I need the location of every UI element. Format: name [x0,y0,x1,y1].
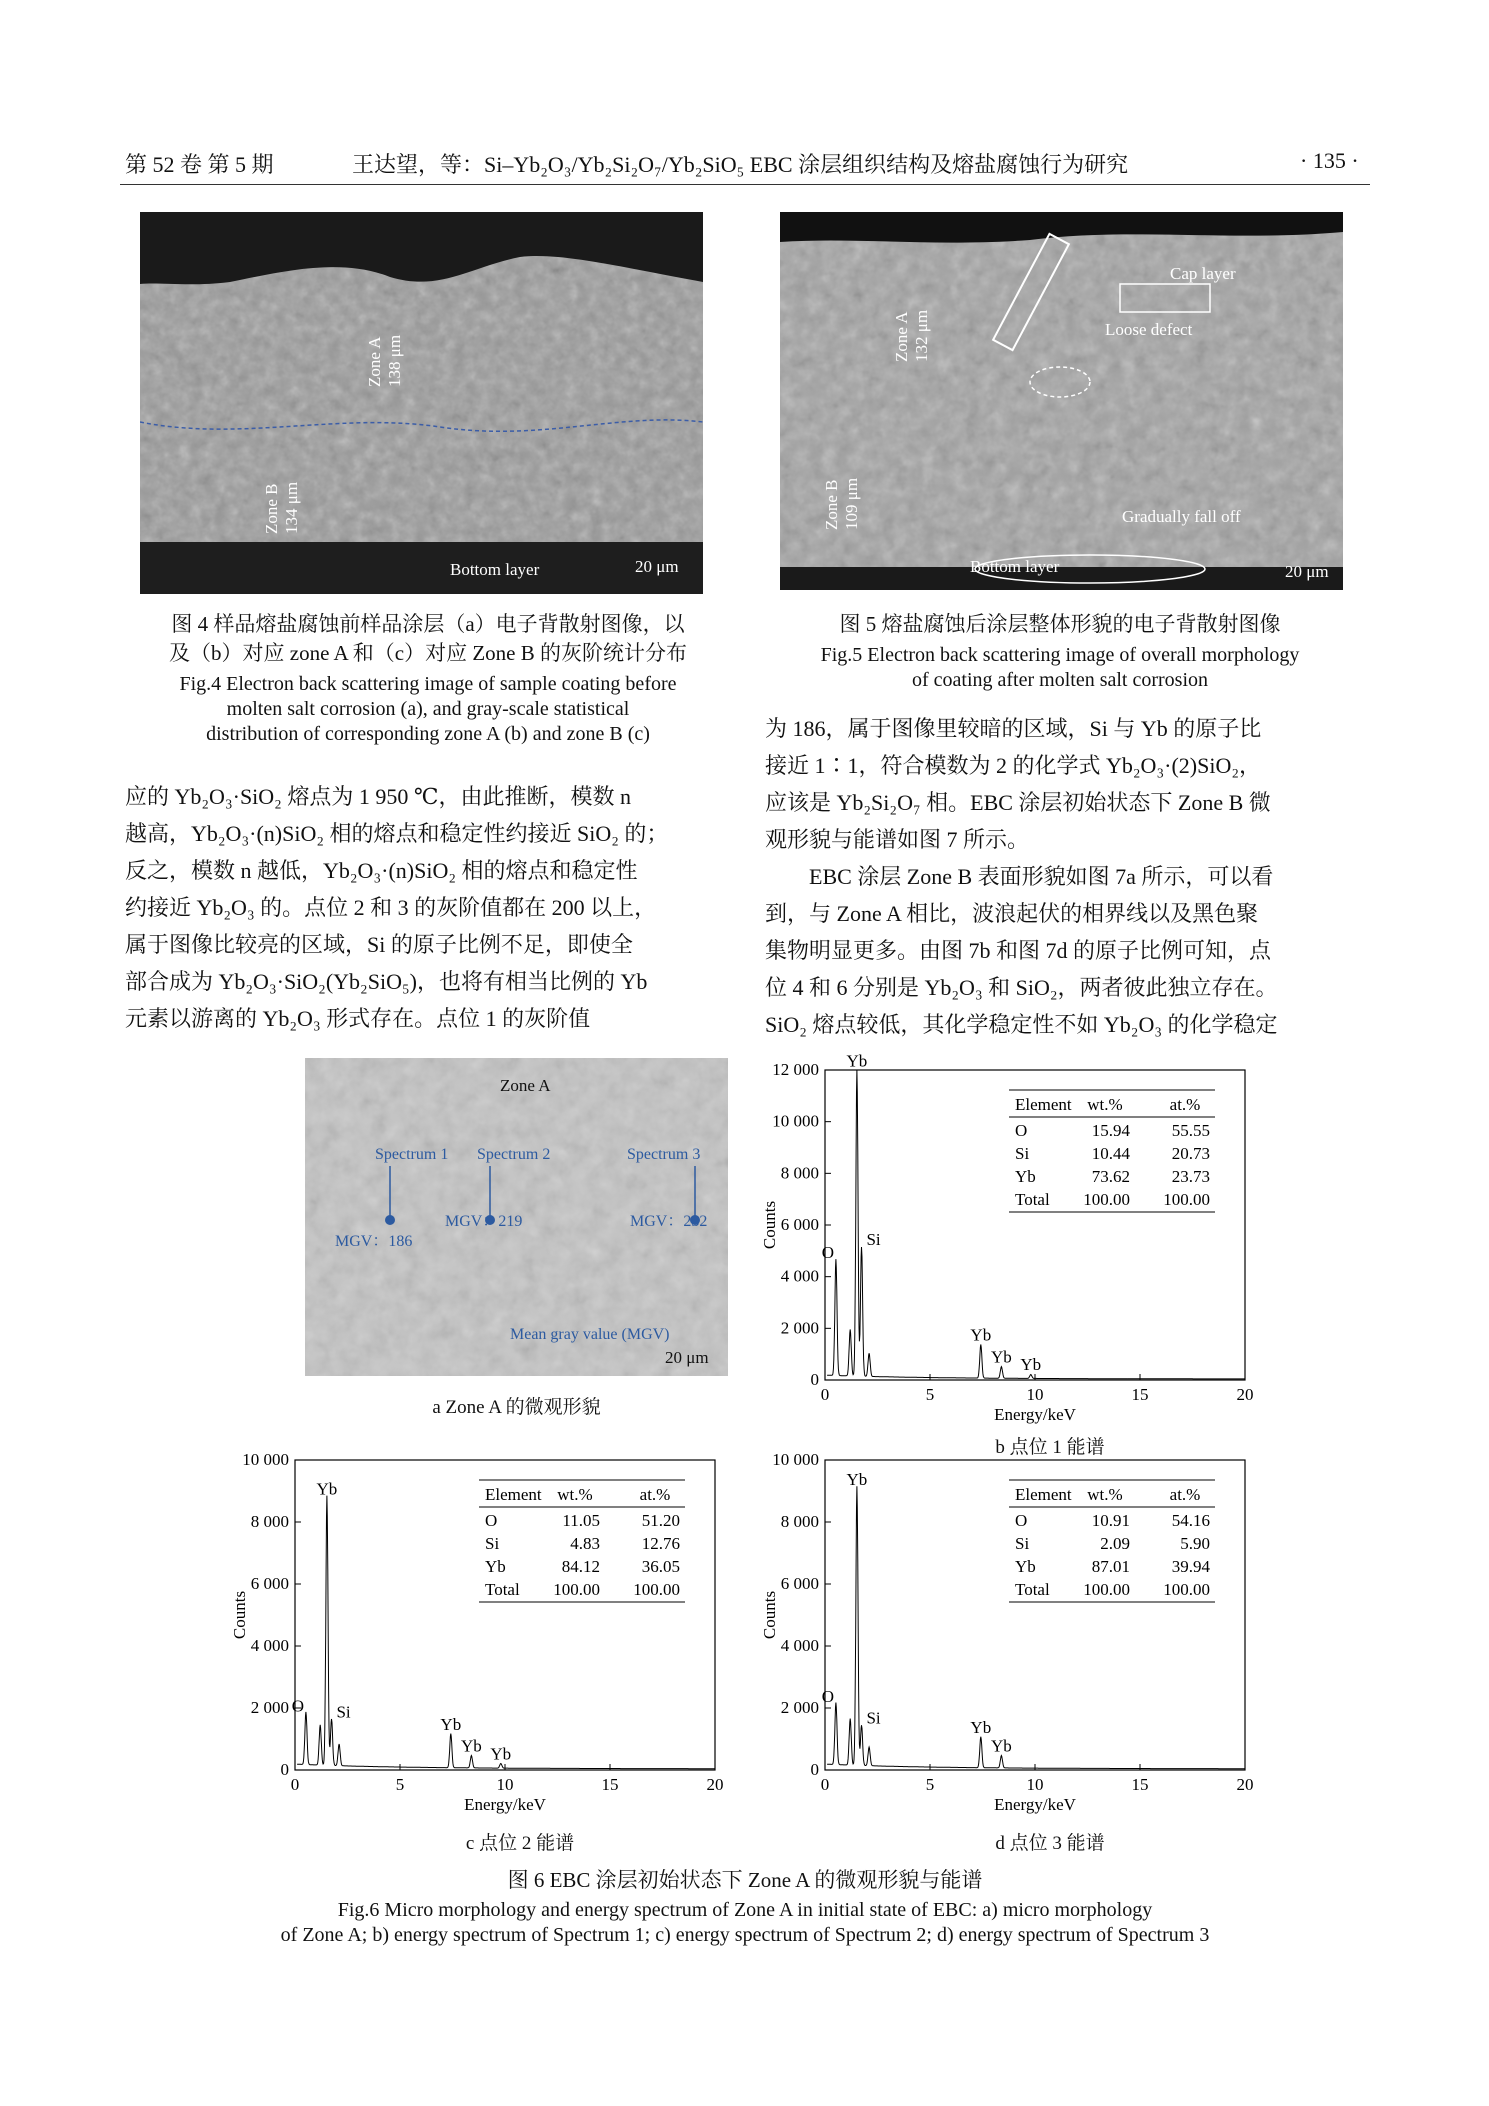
peak-label: Si [866,1229,881,1249]
fig6b-sublabel: b 点位 1 能谱 [995,1437,1105,1458]
table-cell: Total [485,1580,520,1599]
fig6a-spectrum-1: Spectrum 1 [375,1146,449,1163]
x-tick-label: 0 [820,1775,830,1794]
y-tick-label: 10 000 [242,1450,289,1469]
y-tick-label: 4 000 [780,1636,819,1655]
fig6a-zone-label: Zone A [500,1076,551,1095]
fig4-scale-label: 20 μm [635,557,679,576]
fig6a-sem-image [305,1058,728,1376]
fig6a-mgv-legend: Mean gray value (MGV) [510,1326,670,1343]
fig5-caption-cn: 图 5 熔盐腐蚀后涂层整体形貌的电子背散射图像 [839,612,1281,636]
table-cell: 23.73 [1171,1167,1210,1186]
table-header: Element [1015,1485,1072,1504]
x-tick-label: 5 [395,1775,405,1794]
table-header: wt.% [1087,1485,1123,1504]
fig4-caption-en-2: molten salt corrosion (a), and gray-scale statistical [226,698,630,720]
table-cell: Total [1015,1190,1050,1209]
fig5-fall-off-label: Gradually fall off [1122,507,1241,526]
table-cell: Si [485,1534,500,1553]
table-header: wt.% [557,1485,593,1504]
x-tick-label: 10 [1026,1775,1044,1794]
fig6a-mgv-2: MGV：219 [445,1213,523,1230]
x-tick-label: 5 [925,1385,935,1404]
table-cell: 36.05 [641,1557,680,1576]
right-line-6: 到，与 Zone A 相比，波浪起伏的相界线以及黑色聚 [765,901,1259,926]
fig4-caption-cn-2: 及（b）对应 zone A 和（c）对应 Zone B 的灰阶统计分布 [169,641,687,665]
fig5-texture [780,212,1343,590]
x-axis-label: Energy/keV [464,1795,546,1814]
table-cell: 20.73 [1171,1144,1210,1163]
fig5-cap-layer-label: Cap layer [1170,264,1236,283]
table-cell: O [1015,1121,1028,1140]
right-line-3: 应该是 Yb₂Si₂O₇ 相。EBC 涂层初始状态下 Zone B 微 [765,790,1271,815]
y-tick-label: 10 000 [772,1450,819,1469]
fig6a-scale-label: 20 μm [665,1348,709,1367]
left-line-4: 约接近 Yb₂O₃ 的。点位 2 和 3 的灰阶值都在 200 以上， [125,895,657,920]
header-rule [120,184,1370,185]
fig6-caption-en-2: of Zone A; b) energy spectrum of Spectrum 1; c) energy spectrum of Spectrum 2; d) energy spectrum of Spectrum 3 [280,1924,1210,1946]
x-tick-label: 10 [1026,1385,1044,1404]
fig6a-spectrum-2: Spectrum 2 [477,1146,551,1163]
y-tick-label: 8 000 [250,1512,289,1531]
peak-label: Yb [490,1744,512,1764]
body-text-left [125,778,732,1037]
fig6c-sublabel: c 点位 2 能谱 [465,1833,575,1854]
peak-label: O [821,1687,835,1706]
fig5-zone-b-label: Zone B [822,479,841,530]
table-cell: 55.55 [1171,1121,1210,1140]
fig4-zone-b-size: 134 μm [282,481,301,534]
fig5-sem-image [780,212,1343,590]
table-cell: Yb [485,1557,506,1576]
y-tick-label: 4 000 [780,1266,819,1286]
body-text-right [765,710,1365,1043]
y-tick-label: 2 000 [780,1698,819,1717]
x-tick-label: 15 [601,1775,619,1794]
left-line-3: 反之，模数 n 越低，Yb₂O₃·(n)SiO₂ 相的熔点和稳定性 [125,858,638,883]
fig6b-chart [755,1050,1275,1445]
peak-label: Yb [316,1479,338,1499]
y-axis-label: Counts [230,1590,249,1640]
right-line-2: 接近 1∶1，符合模数为 2 的化学式 Yb₂O₃·(2)SiO₂， [765,753,1262,778]
right-line-8: 位 4 和 6 分别是 Yb₂O₃ 和 SiO₂，两者彼此独立存在。 [765,975,1278,1000]
peak-label: Si [336,1702,351,1722]
table-cell: 100.00 [1163,1580,1210,1599]
peak-label: Yb [970,1718,992,1737]
table-cell: 84.12 [561,1557,600,1576]
table-header: Element [485,1485,542,1504]
left-line-7: 元素以游离的 Yb₂O₃ 形式存在。点位 1 的灰阶值 [125,1006,591,1031]
table-cell: Yb [1015,1167,1036,1186]
table-cell: 100.00 [1083,1190,1130,1209]
fig6d-chart [755,1440,1275,1840]
fig4-zone-b-label: Zone B [262,483,281,534]
fig4-sem-image [140,212,703,594]
y-tick-label: 2 000 [250,1698,289,1717]
table-cell: 12.76 [641,1534,680,1553]
y-axis-label: Counts [760,1590,779,1640]
peak-label: Yb [991,1736,1012,1756]
right-line-1: 为 186，属于图像里较暗的区域，Si 与 Yb 的原子比 [765,716,1262,741]
left-line-1: 应的 Yb₂O₃·SiO₂ 熔点为 1 950 ℃，由此推断，模数 n [125,784,631,809]
spectrum-line [827,1070,1245,1379]
table-cell: O [1015,1511,1028,1530]
x-tick-label: 5 [925,1775,935,1794]
fig4-bottom-label: Bottom layer [450,560,540,579]
fig5-zone-a-size: 132 μm [912,309,931,362]
table-header: wt.% [1087,1095,1123,1114]
peak-label: Yb [440,1714,462,1734]
x-tick-label: 0 [290,1775,300,1794]
journal-volume: 第 52 卷 第 5 期 [125,152,274,177]
fig5-caption-en-2: of coating after molten salt corrosion [911,669,1208,691]
peak-label: Yb [846,1051,868,1071]
peak-label: Yb [991,1347,1012,1367]
table-cell: 87.01 [1091,1557,1130,1576]
fig5-bottom-label: Bottom layer [970,557,1060,576]
fig6a-sublabel: a Zone A 的微观形貌 [432,1397,601,1418]
fig5-scale-label: 20 μm [1285,562,1329,581]
y-tick-label: 0 [810,1760,819,1779]
fig6-caption-cn: 图 6 EBC 涂层初始状态下 Zone A 的微观形貌与能谱 [507,1868,983,1892]
table-cell: 100.00 [633,1580,680,1599]
left-line-2: 越高，Yb₂O₃·(n)SiO₂ 相的熔点和稳定性约接近 SiO₂ 的； [125,821,669,846]
fig6a-spectrum-3: Spectrum 3 [627,1146,701,1163]
x-tick-label: 15 [1131,1385,1149,1404]
y-tick-label: 10 000 [772,1111,819,1131]
peak-label: Yb [461,1736,482,1756]
table-cell: 2.09 [1100,1534,1130,1553]
table-cell: 5.90 [1180,1534,1210,1553]
left-line-5: 属于图像比较亮的区域，Si 的原子比例不足，即使全 [125,932,633,957]
table-cell: Total [1015,1580,1050,1599]
fig5-loose-defect-label: Loose defect [1105,320,1193,339]
table-cell: O [485,1511,498,1530]
y-tick-label: 0 [280,1760,289,1779]
running-title: 王达望，等：Si–Yb₂O₃/Yb₂Si₂O₇/Yb₂SiO₅ EBC 涂层组织结构及熔盐腐蚀行为研究 [352,152,1129,177]
peak-label: O [821,1242,835,1262]
right-line-9: SiO₂ 熔点较低，其化学稳定性不如 Yb₂O₃ 的化学稳定 [765,1012,1278,1037]
left-line-6: 部合成为 Yb₂O₃·SiO₂(Yb₂SiO₅)，也将有相当比例的 Yb [125,969,648,994]
table-cell: Yb [1015,1557,1036,1576]
table-cell: 4.83 [570,1534,600,1553]
fig5-caption-en-1: Fig.5 Electron back scattering image of overall morphology [820,644,1300,666]
x-tick-label: 15 [1131,1775,1149,1794]
x-tick-label: 10 [496,1775,514,1794]
peak-label: Yb [1020,1355,1042,1375]
fig4-caption-cn-1: 图 4 样品熔盐腐蚀前样品涂层（a）电子背散射图像，以 [171,612,685,636]
y-tick-label: 0 [810,1370,819,1389]
table-cell: Si [1015,1534,1030,1553]
y-tick-label: 4 000 [250,1636,289,1655]
table-cell: 10.91 [1091,1511,1130,1530]
x-tick-label: 20 [706,1775,724,1794]
peak-label: Si [866,1708,881,1728]
x-axis-label: Energy/keV [994,1795,1076,1814]
x-tick-label: 0 [820,1385,830,1404]
y-tick-label: 2 000 [780,1318,819,1338]
fig6c-chart [225,1440,745,1840]
fig6-caption-en-1: Fig.6 Micro morphology and energy spectrum of Zone A in initial state of EBC: a) micro morphology [337,1899,1153,1921]
x-tick-label: 20 [1236,1775,1254,1794]
peak-label: Yb [846,1470,868,1489]
peak-label: Yb [970,1325,992,1345]
right-line-7: 集物明显更多。由图 7b 和图 7d 的原子比例可知，点 [765,938,1272,963]
table-cell: 15.94 [1091,1121,1130,1140]
fig5-zone-b-size: 109 μm [842,477,861,530]
table-cell: 39.94 [1171,1557,1210,1576]
y-tick-label: 6 000 [780,1215,819,1234]
table-cell: 73.62 [1091,1167,1130,1186]
table-cell: 100.00 [553,1580,600,1599]
fig4-caption-en-1: Fig.4 Electron back scattering image of sample coating before [179,673,677,695]
fig6a-mgv-3: MGV：232 [630,1213,708,1230]
table-cell: 100.00 [1083,1580,1130,1599]
fig4-zone-a-label: Zone A [365,336,384,387]
table-header: at.% [1169,1095,1201,1114]
fig6d-sublabel: d 点位 3 能谱 [995,1833,1105,1854]
fig6a-mgv-1: MGV：186 [335,1233,413,1250]
table-cell: 100.00 [1163,1190,1210,1209]
y-tick-label: 6 000 [780,1574,819,1593]
fig4-texture [140,212,703,594]
x-axis-label: Energy/keV [994,1405,1076,1424]
table-cell: 10.44 [1091,1144,1130,1163]
page-number: · 135 · [1300,148,1359,173]
fig4-zone-a-size: 138 μm [385,334,404,387]
y-axis-label: Counts [760,1200,779,1250]
y-tick-label: 8 000 [780,1163,819,1183]
fig4-caption-en-3: distribution of corresponding zone A (b) and zone B (c) [206,723,650,745]
x-tick-label: 20 [1236,1385,1254,1404]
table-cell: 54.16 [1171,1511,1210,1530]
right-line-4: 观形貌与能谱如图 7 所示。 [765,827,1030,852]
y-tick-label: 12 000 [772,1060,819,1079]
table-cell: 11.05 [562,1511,600,1530]
table-header: Element [1015,1095,1072,1114]
right-line-5: EBC 涂层 Zone B 表面形貌如图 7a 所示，可以看 [809,864,1274,889]
table-cell: Si [1015,1144,1030,1163]
y-tick-label: 8 000 [780,1512,819,1531]
table-cell: 51.20 [641,1511,680,1530]
y-tick-label: 6 000 [250,1574,289,1593]
table-header: at.% [1169,1485,1201,1504]
table-header: at.% [639,1485,671,1504]
fig5-zone-a-label: Zone A [892,311,911,362]
peak-label: O [291,1696,305,1716]
